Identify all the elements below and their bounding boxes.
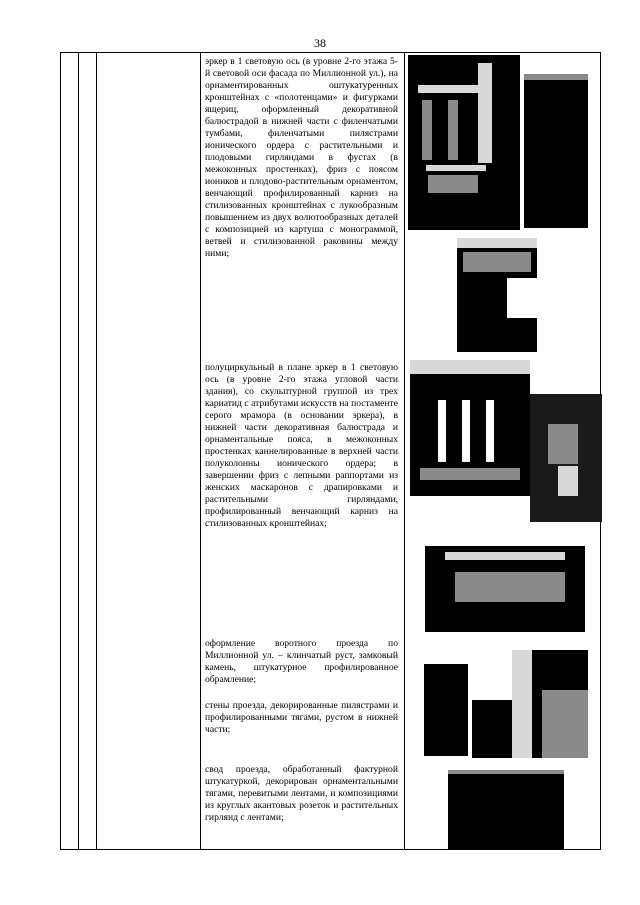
oriel-crown-photo [457,238,537,352]
row-4-description: стены проезда, декорированные пилястрами и профилированными тягами, рустом в нижней части; [205,700,398,735]
column-divider-2 [96,52,97,850]
row-3-description: оформление воротного проезда по Миллионной ул. – клинчатый руст, замковый камень, штукатурное профилированное обрамление; [205,638,398,685]
row-2-description: полуциркульный в плане эркер в 1 световую ось (в уровне 2-го этажа угловой части здания), со скульптурной группой из трех кариатид с атрибутами искусств на постаменте серого мрамора (в основании эркера), в нижней части декоративная балюстрада и орнаментальные пояса, в межоконных простенках каннелированные в верхней части полуколонны ионического ордера; в завершении фриз с лепными раппортами из женских маскаронов с драпировками и растительными гирляндами, профилированный венчающий карниз на стилизованных кронштейнах; [205,362,398,529]
column-divider-3 [200,52,201,850]
column-divider-1 [78,52,79,850]
oriel-bay-photo [408,55,520,230]
column-divider-4 [404,52,405,850]
passage-walls-photo [472,650,588,758]
row-1-description: эркер в 1 световую ось (в уровне 2-го этажа 5-й световой оси фасада по Миллионной ул.), на орнаментированных оштукатуренных кронштейнах с «полотенцами» и фигурками ящериц, оформленный декоративной балюстрадой в нижней части с филенчатыми тумбами, филенчатыми пилястрами ионического ордера с растительными и плодовыми гирляндами в фустах (в межоконных простенках), фриз с поясом иоников и плодово-растительным орнаментом, венчающий профилированный карниз на стилизованных кронштейнах с лукообразным повышением из двух волютообразных деталей с композицией из картуша с монограммой, ветвей и стилизованной раковины между ними; [205,56,398,259]
gate-passage-photo [424,664,468,756]
vault-photo [448,770,564,850]
semicircular-oriel-photo [410,360,530,496]
oriel-pilaster-photo [524,74,588,228]
caryatid-group-photo [530,394,602,522]
oriel-base-photo [425,532,585,632]
row-5-description: свод проезда, обработанный фактурной штукатуркой, декорирован орнаментальными тягами, перевитыми лентами, и композициями из круглых акантовых розеток и растительных гирлянд с лентами; [205,764,398,823]
page-number: 38 [314,36,326,50]
